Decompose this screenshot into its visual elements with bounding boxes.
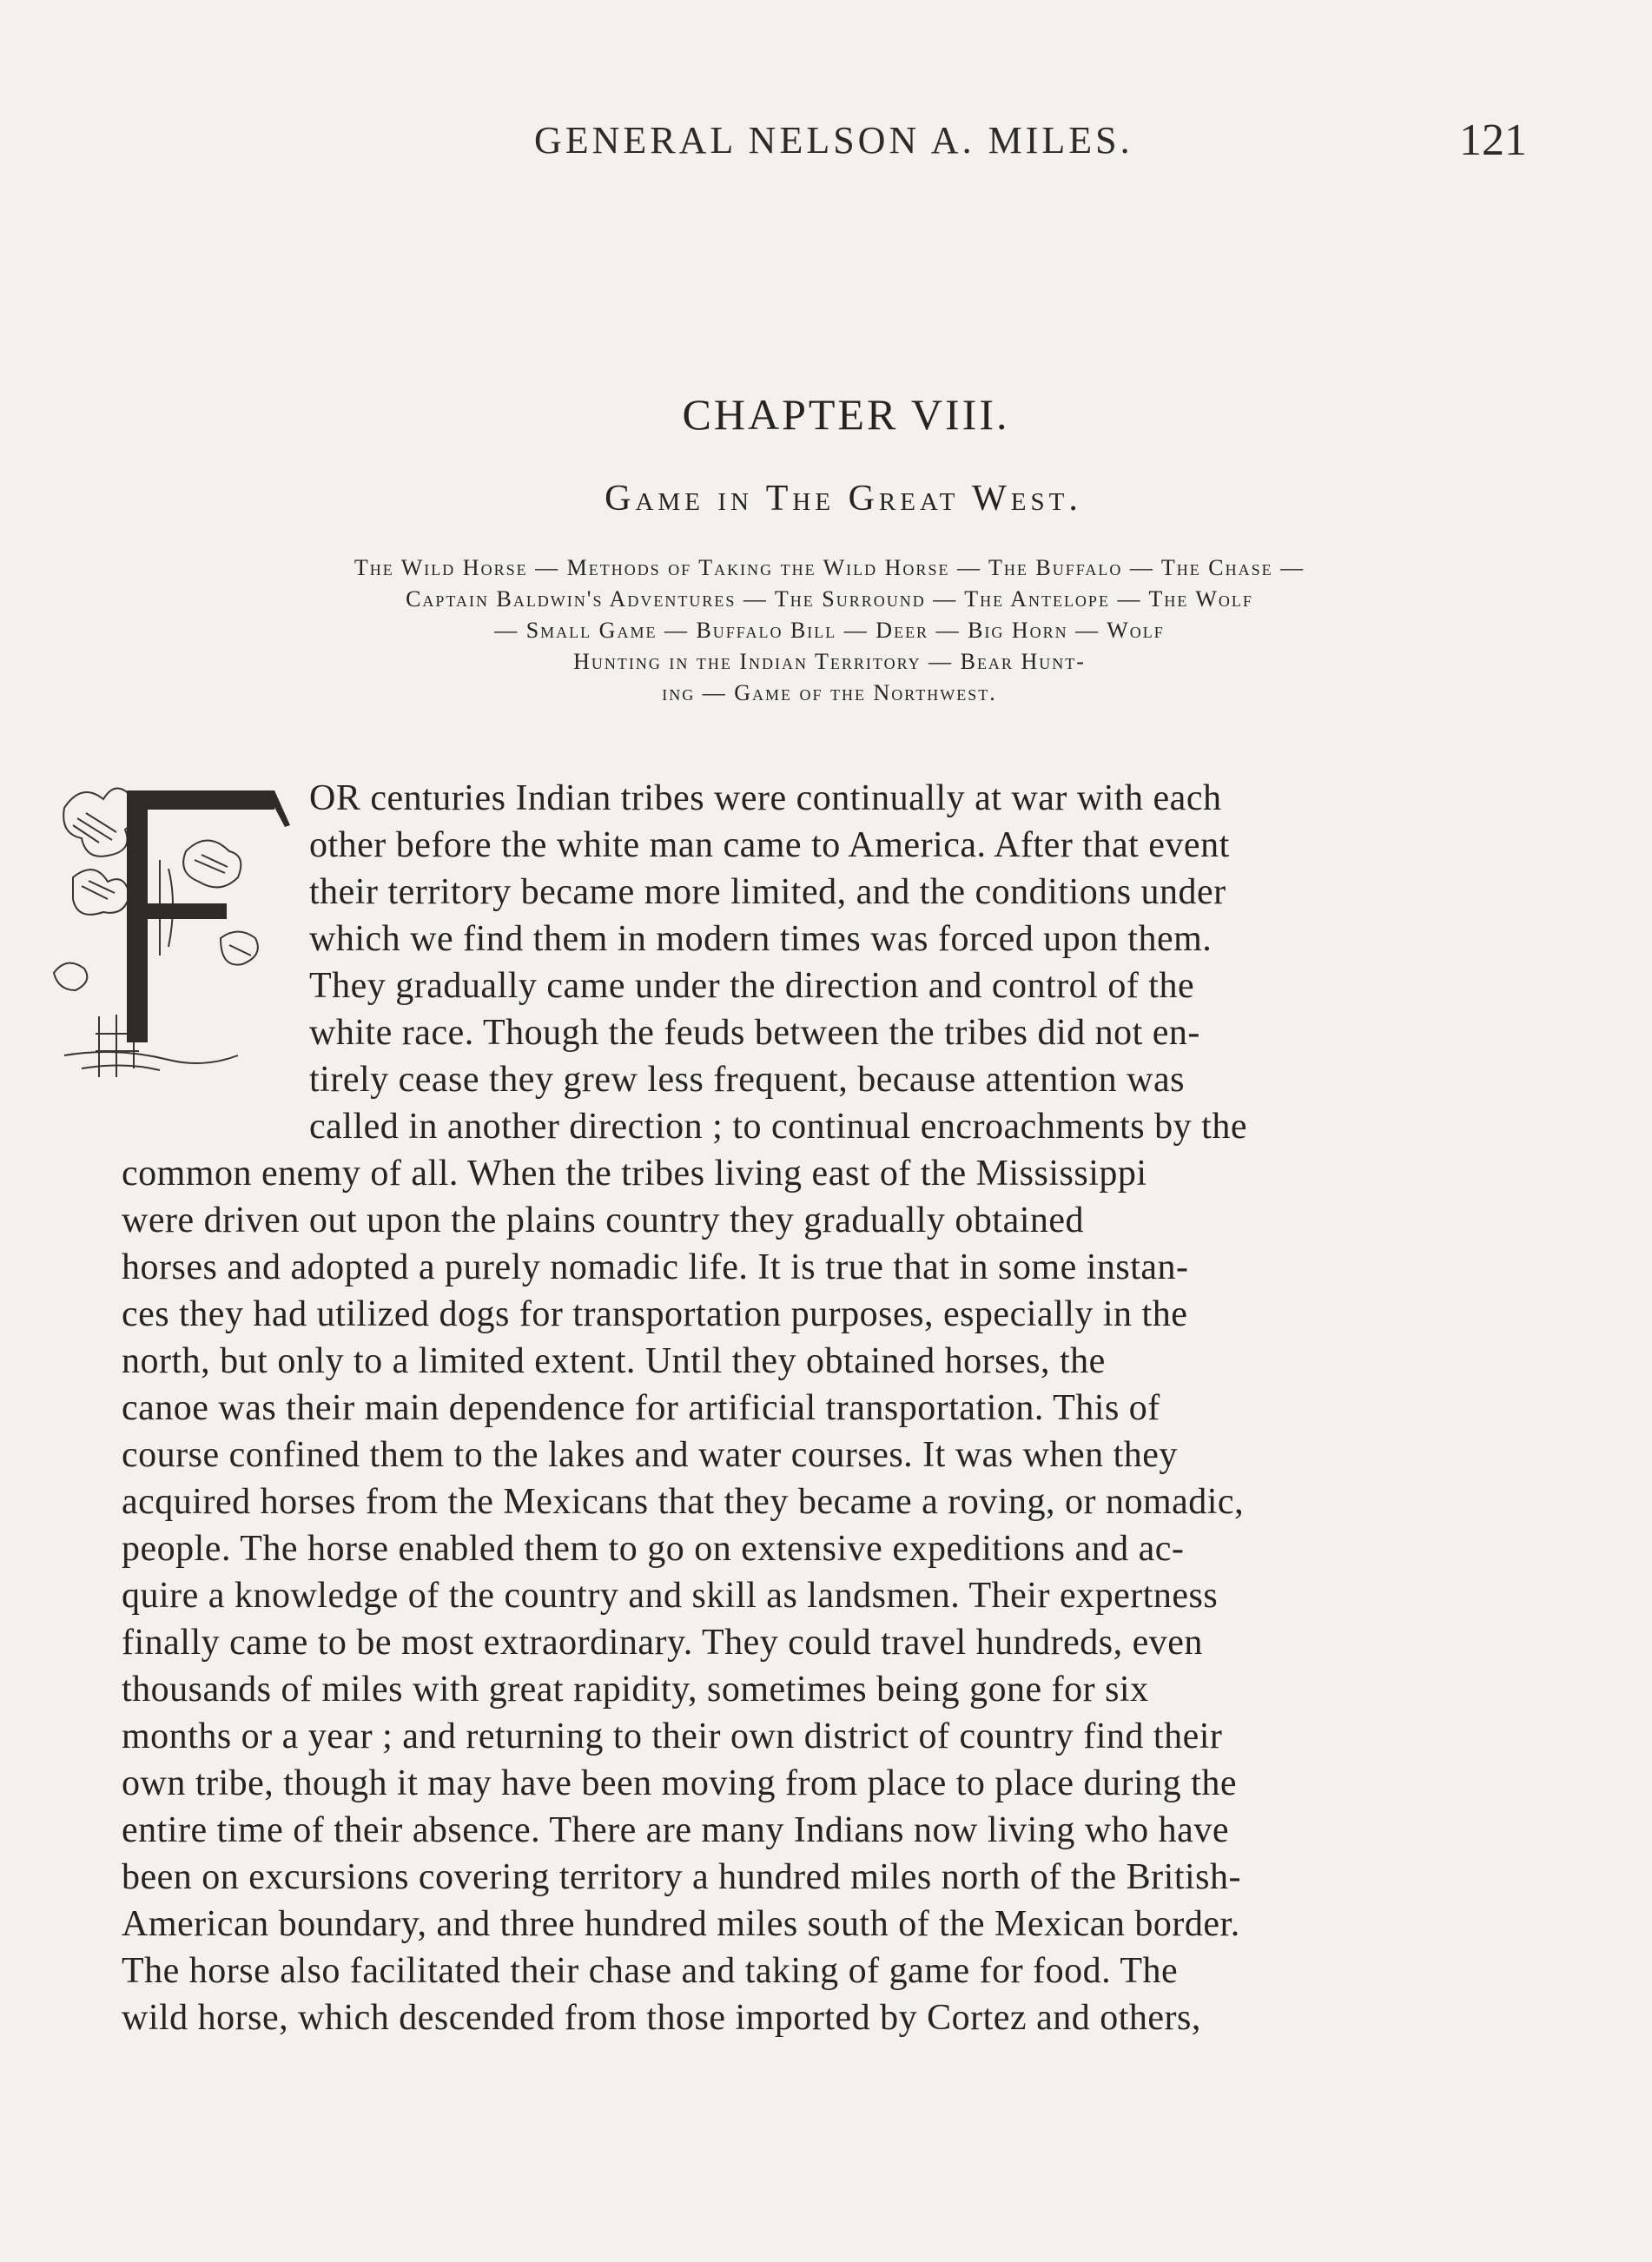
page-number: 121 (1459, 116, 1527, 165)
body-line: tirely cease they grew less frequent, because attention was (309, 1060, 1185, 1100)
body-line: their territory became more limited, and the conditions under (309, 872, 1226, 912)
chapter-synopsis (122, 552, 1537, 709)
synopsis-line: Hunting in the Indian Territory — Bear Hunt- (573, 649, 1086, 674)
body-line: They gradually came under the direction and control of the (309, 966, 1195, 1006)
body-line: finally came to be most extraordinary. They could travel hundreds, even (122, 1623, 1203, 1663)
body-line: ces they had utilized dogs for transportation purposes, especially in the (122, 1294, 1188, 1334)
body-line: been on excursions covering territory a hundred miles north of the British- (122, 1857, 1242, 1897)
body-line: thousands of miles with great rapidity, sometimes being gone for six (122, 1670, 1149, 1710)
synopsis-line: The Wild Horse — Methods of Taking the Wild Horse — The Buffalo — The Chase — (354, 555, 1305, 580)
body-line: acquired horses from the Mexicans that they became a roving, or nomadic, (122, 1482, 1245, 1522)
body-line: entire time of their absence. There are many Indians now living who have (122, 1810, 1229, 1850)
landscape-illustration (47, 756, 307, 1086)
synopsis-line: Captain Baldwin's Adventures — The Surround — The Antelope — The Wolf (406, 586, 1253, 612)
body-line: The horse also facilitated their chase and taking of game for food. The (122, 1951, 1179, 1991)
synopsis-line: — Small Game — Buffalo Bill — Deer — Big Horn — Wolf (494, 618, 1165, 643)
drop-cap-illustration (47, 756, 307, 1086)
body-line: north, but only to a limited extent. Until they obtained horses, the (122, 1341, 1106, 1381)
body-line: wild horse, which descended from those imported by Cortez and others, (122, 1998, 1201, 2038)
body-line: people. The horse enabled them to go on extensive expeditions and ac- (122, 1529, 1185, 1569)
synopsis-line: ing — Game of the Northwest. (662, 680, 997, 705)
body-line: horses and adopted a purely nomadic life. It is true that in some instan- (122, 1247, 1189, 1287)
body-line: other before the white man came to America. After that event (309, 825, 1230, 865)
body-line: canoe was their main dependence for artificial transportation. This of (122, 1388, 1160, 1428)
running-head: GENERAL NELSON A. MILES. (534, 119, 1133, 162)
body-line: called in another direction ; to continual encroachments by the (309, 1107, 1247, 1147)
body-line: course confined them to the lakes and water courses. It was when they (122, 1435, 1178, 1475)
body-line: quire a knowledge of the country and skill as landsmen. Their expertness (122, 1576, 1219, 1616)
body-line: own tribe, though it may have been moving from place to place during the (122, 1763, 1237, 1803)
chapter-title: Game in The Great West. (605, 479, 1082, 519)
body-line: American boundary, and three hundred miles south of the Mexican border. (122, 1904, 1240, 1944)
body-line: were driven out upon the plains country they gradually obtained (122, 1200, 1085, 1240)
chapter-number: CHAPTER VIII. (682, 390, 1010, 439)
body-line: white race. Though the feuds between the tribes did not en- (309, 1013, 1200, 1053)
body-line: OR centuries Indian tribes were continually at war with each (309, 778, 1222, 818)
body-line: months or a year ; and returning to their own district of country find their (122, 1716, 1223, 1756)
body-line: which we find them in modern times was forced upon them. (309, 919, 1213, 959)
body-line: common enemy of all. When the tribes living east of the Mississippi (122, 1154, 1147, 1194)
